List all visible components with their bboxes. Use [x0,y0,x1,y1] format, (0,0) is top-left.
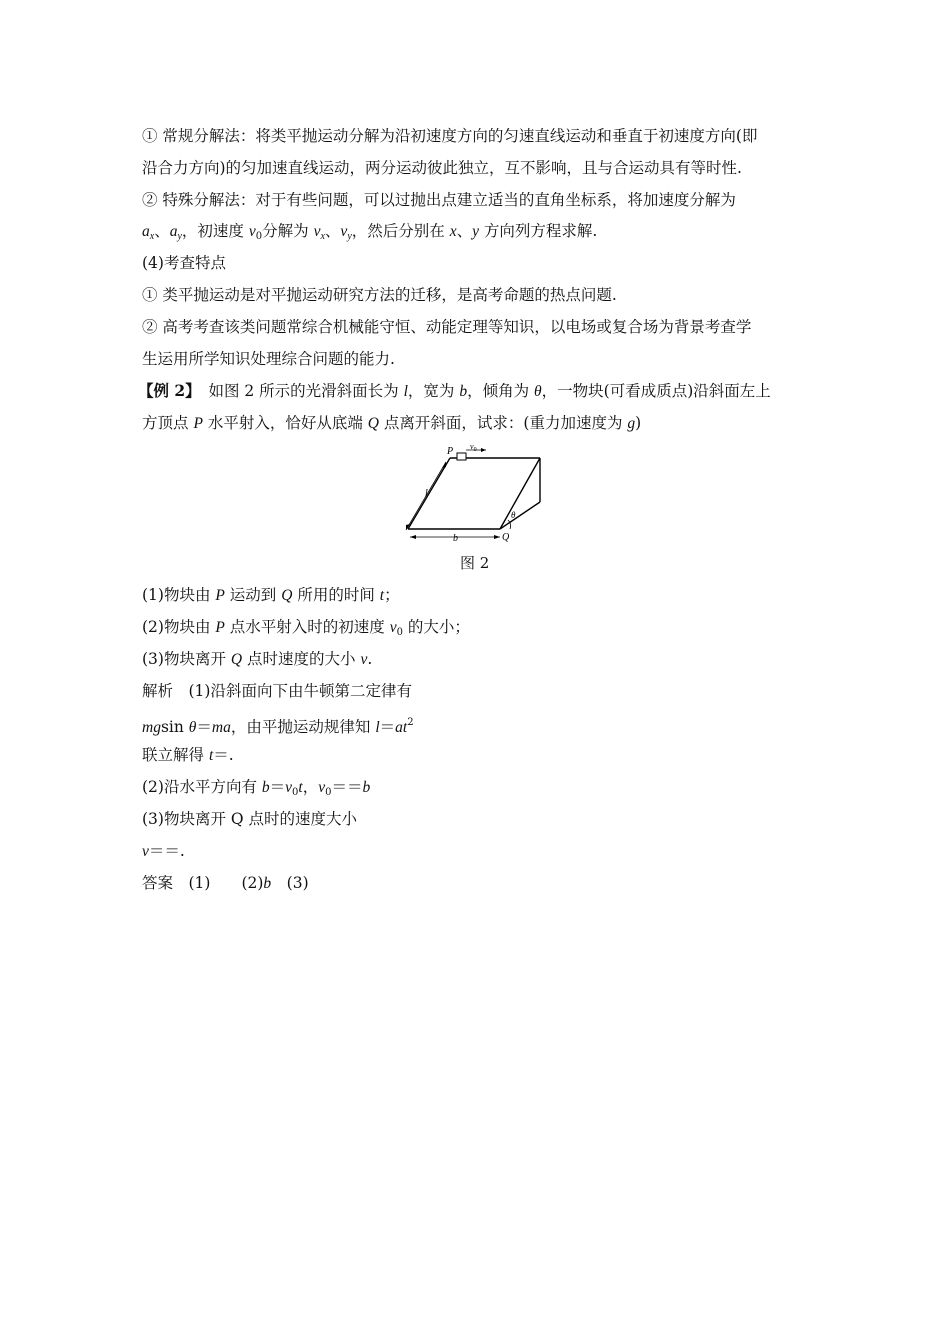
solution-line3: 联立解得 t＝. [142,746,234,764]
method1-line2: 沿合力方向)的匀加速直线运动，两分运动彼此独立，互不影响，且与合运动具有等时性. [142,159,742,177]
label-v0: $v_0$ [470,444,477,453]
solution-line1: 解析 (1)沿斜面向下由牛顿第二定律有 [142,682,412,700]
section-heading-exam-features: (4)考查特点 [142,254,226,272]
block [457,453,466,460]
label-Q: Q [502,532,510,543]
example-label: 【例 2】 [138,381,193,400]
question-2: (2)物块由 P 点水平射入时的初速度 $v_0$ 的大小； [142,618,470,638]
diagonal-edge [500,458,540,529]
feature2-line1: ② 高考考查该类问题常综合机械能守恒、动能定理等知识，以电场或复合场为背景考查学 [142,318,752,336]
width-arrow-left [410,535,416,539]
feature1-line1: ① 类平抛运动是对平抛运动研究方法的迁移，是高考命题的热点问题. [142,286,617,304]
solution-line5: (3)物块离开 Q 点时的速度大小 [142,810,358,828]
label-l: l [425,488,428,499]
right-base-edge [500,502,540,529]
solution-line4: (2)沿水平方向有 $b=v_0t$，$v_0==b$ [142,778,371,798]
solution-line6: v＝＝. [142,842,185,860]
example-line2: 方顶点 P 水平射入，恰好从底端 Q 点离开斜面，试求：(重力加速度为 g) [142,414,642,432]
velocity-arrowhead [481,448,486,452]
method2-line1: ② 特殊分解法：对于有些问题，可以过抛出点建立适当的直角坐标系，将加速度分解为 [142,191,736,209]
label-P: P [447,446,454,457]
question-3: (3)物块离开 Q 点时速度的大小 v. [142,650,373,668]
incline-figure [400,444,560,544]
figure-caption: 图 2 [460,554,490,572]
width-arrow-right [494,535,500,539]
solution-line2: mgsin θ＝ma，由平抛运动规律知 $l=at^2$ [142,717,414,736]
method2-line2: $a_x$、$a_y$，初速度 $v_0$分解为 $v_x$、$v_y$，然后分别在 x、y 方向列方程求解. [142,222,598,242]
method1-line1: ① 常规分解法：将类平抛运动分解为沿初速度方向的匀速直线运动和垂直于初速度方向(即 [142,127,758,145]
answer-line: 答案 (1) (2)b (3) [142,874,309,892]
example-line1: 【例 2】 如图 2 所示的光滑斜面长为 l，宽为 b，倾角为 θ，一物块(可看成质点)沿斜面左上 [138,381,771,400]
feature2-line2: 生运用所学知识处理综合问题的能力. [142,350,395,368]
left-edge [408,458,450,529]
label-b: b [453,533,458,544]
label-theta: θ [511,510,516,520]
question-1: (1)物块由 P 运动到 Q 所用的时间 t； [142,586,400,604]
